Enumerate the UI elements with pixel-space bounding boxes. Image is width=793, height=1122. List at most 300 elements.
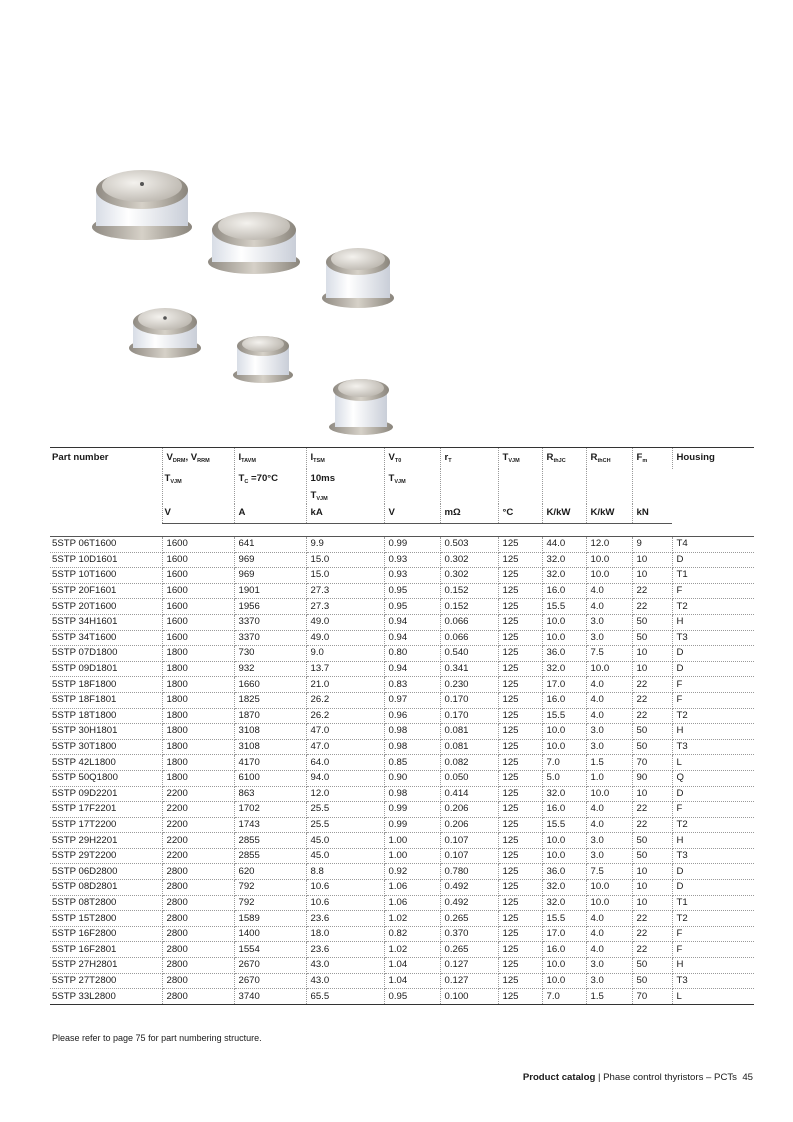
table-cell: 0.265 — [440, 942, 498, 958]
table-cell: 1.0 — [586, 770, 632, 786]
table-cell: 0.83 — [384, 677, 440, 693]
table-cell: 1800 — [162, 692, 234, 708]
table-cell: 22 — [632, 692, 672, 708]
table-cell: 125 — [498, 786, 542, 802]
table-cell: 1800 — [162, 677, 234, 693]
table-cell: 1.06 — [384, 880, 440, 896]
table-cell: H — [672, 724, 754, 740]
part-number-cell: 5STP 20T1600 — [50, 599, 162, 615]
table-cell: 6100 — [234, 770, 306, 786]
table-cell: 44.0 — [542, 537, 586, 553]
table-cell: 125 — [498, 692, 542, 708]
table-cell: 792 — [234, 895, 306, 911]
table-cell: 10.0 — [542, 833, 586, 849]
cond-vdrm: $T_{VJM}$ — [162, 469, 234, 504]
table-row — [50, 677, 754, 693]
table-cell: 15.0 — [306, 552, 384, 568]
table-cell: 45.0 — [306, 848, 384, 864]
table-cell: 3370 — [234, 630, 306, 646]
table-cell: 0.170 — [440, 708, 498, 724]
part-number-cell: 5STP 18T1800 — [50, 708, 162, 724]
table-cell: 10.0 — [542, 630, 586, 646]
table-cell: 0.82 — [384, 926, 440, 942]
table-cell: 50 — [632, 833, 672, 849]
table-cell: H — [672, 614, 754, 630]
header-vdrm: $V_{DRM}$, $V_{RRM}$ — [162, 448, 234, 470]
table-cell: 27.3 — [306, 583, 384, 599]
table-cell: 0.066 — [440, 614, 498, 630]
table-cell: T2 — [672, 911, 754, 927]
table-cell: 125 — [498, 817, 542, 833]
table-cell: 125 — [498, 708, 542, 724]
part-number-cell: 5STP 08D2801 — [50, 880, 162, 896]
table-cell: 32.0 — [542, 895, 586, 911]
table-cell: 0.082 — [440, 755, 498, 771]
header-rt: $r_T$ — [440, 448, 498, 470]
table-cell: 94.0 — [306, 770, 384, 786]
table-cell: 3370 — [234, 614, 306, 630]
table-cell: 2855 — [234, 848, 306, 864]
table-cell: 0.230 — [440, 677, 498, 693]
table-cell: 22 — [632, 911, 672, 927]
part-number-cell: 5STP 16F2800 — [50, 926, 162, 942]
table-cell: 50 — [632, 848, 672, 864]
table-cell: 125 — [498, 942, 542, 958]
table-cell: 10.0 — [586, 661, 632, 677]
table-cell: 10 — [632, 552, 672, 568]
table-cell: 10.0 — [542, 739, 586, 755]
table-cell: 10 — [632, 646, 672, 662]
page-number: 45 — [742, 1072, 753, 1083]
thyristor-devices-photo — [70, 150, 430, 440]
part-number-cell: 5STP 10D1601 — [50, 552, 162, 568]
table-cell: 863 — [234, 786, 306, 802]
table-cell: 22 — [632, 708, 672, 724]
table-cell: 3.0 — [586, 739, 632, 755]
table-cell: 1956 — [234, 599, 306, 615]
table-cell: 0.80 — [384, 646, 440, 662]
table-cell: 2800 — [162, 895, 234, 911]
table-cell: 125 — [498, 864, 542, 880]
table-row — [50, 661, 754, 677]
table-row — [50, 973, 754, 989]
table-cell: 50 — [632, 973, 672, 989]
table-cell: 125 — [498, 926, 542, 942]
table-cell: 3.0 — [586, 614, 632, 630]
table-cell: 70 — [632, 755, 672, 771]
table-cell: 1702 — [234, 802, 306, 818]
table-cell: 7.0 — [542, 755, 586, 771]
table-cell: 0.93 — [384, 552, 440, 568]
table-cell: 22 — [632, 677, 672, 693]
table-cell: 0.127 — [440, 958, 498, 974]
table-cell: 0.780 — [440, 864, 498, 880]
table-cell: 50 — [632, 630, 672, 646]
table-cell: 1.5 — [586, 989, 632, 1005]
part-number-cell: 5STP 10T1600 — [50, 568, 162, 584]
table-cell: 0.503 — [440, 537, 498, 553]
table-cell: 22 — [632, 802, 672, 818]
table-cell: 0.492 — [440, 895, 498, 911]
part-number-cell: 5STP 17T2200 — [50, 817, 162, 833]
table-cell: 4.0 — [586, 583, 632, 599]
table-cell: 23.6 — [306, 911, 384, 927]
table-cell: 47.0 — [306, 739, 384, 755]
table-cell: 17.0 — [542, 926, 586, 942]
table-cell: 49.0 — [306, 614, 384, 630]
table-cell: 0.94 — [384, 614, 440, 630]
table-cell: 26.2 — [306, 708, 384, 724]
table-cell: 0.100 — [440, 989, 498, 1005]
table-cell: 0.341 — [440, 661, 498, 677]
table-cell: 0.95 — [384, 989, 440, 1005]
table-cell: 22 — [632, 817, 672, 833]
table-cell: 969 — [234, 552, 306, 568]
table-row — [50, 724, 754, 740]
table-cell: 792 — [234, 880, 306, 896]
header-itavm: $I_{TAVM}$ — [234, 448, 306, 470]
spacer-row — [50, 524, 754, 537]
table-row — [50, 864, 754, 880]
table-cell: 641 — [234, 537, 306, 553]
table-cell: 10.0 — [542, 958, 586, 974]
unit-cell: V — [384, 504, 440, 524]
table-cell: 10.0 — [542, 614, 586, 630]
table-row — [50, 942, 754, 958]
table-cell: 15.5 — [542, 911, 586, 927]
table-cell: 10 — [632, 895, 672, 911]
header-rthjc: $R_{thJC}$ — [542, 448, 586, 470]
table-cell: 32.0 — [542, 661, 586, 677]
table-cell: 22 — [632, 926, 672, 942]
table-cell: T3 — [672, 848, 754, 864]
table-cell: 50 — [632, 614, 672, 630]
table-cell: 10 — [632, 568, 672, 584]
table-cell: D — [672, 552, 754, 568]
table-cell: 125 — [498, 739, 542, 755]
table-cell: 1800 — [162, 770, 234, 786]
table-cell: 3108 — [234, 724, 306, 740]
table-cell: 125 — [498, 661, 542, 677]
table-cell: 10 — [632, 864, 672, 880]
table-cell: 12.0 — [306, 786, 384, 802]
part-number-cell: 5STP 34T1600 — [50, 630, 162, 646]
table-cell: 32.0 — [542, 786, 586, 802]
part-number-cell: 5STP 27H2801 — [50, 958, 162, 974]
table-cell: T3 — [672, 739, 754, 755]
table-cell: 1554 — [234, 942, 306, 958]
table-cell: 125 — [498, 646, 542, 662]
table-row — [50, 958, 754, 974]
table-cell: L — [672, 989, 754, 1005]
table-cell: 0.94 — [384, 630, 440, 646]
table-cell: F — [672, 942, 754, 958]
table-cell: 70 — [632, 989, 672, 1005]
table-cell: 0.96 — [384, 708, 440, 724]
table-cell: 23.6 — [306, 942, 384, 958]
table-cell: F — [672, 692, 754, 708]
table-cell: 2800 — [162, 926, 234, 942]
table-cell: 2670 — [234, 958, 306, 974]
table-cell: F — [672, 802, 754, 818]
table-cell: 10.6 — [306, 895, 384, 911]
table-cell: 0.206 — [440, 802, 498, 818]
table-cell: 4.0 — [586, 911, 632, 927]
table-cell: 36.0 — [542, 646, 586, 662]
table-cell: 18.0 — [306, 926, 384, 942]
table-cell: 0.540 — [440, 646, 498, 662]
table-row — [50, 739, 754, 755]
table-cell: 730 — [234, 646, 306, 662]
unit-cell: K/kW — [586, 504, 632, 524]
table-body — [50, 524, 754, 1005]
table-cell: 0.302 — [440, 568, 498, 584]
part-number-cell: 5STP 06D2800 — [50, 864, 162, 880]
table-cell: 4.0 — [586, 817, 632, 833]
table-cell: T2 — [672, 599, 754, 615]
table-cell: 1901 — [234, 583, 306, 599]
table-cell: 1825 — [234, 692, 306, 708]
table-row — [50, 568, 754, 584]
table-row — [50, 755, 754, 771]
table-cell: 0.99 — [384, 537, 440, 553]
table-cell: 4.0 — [586, 926, 632, 942]
table-row — [50, 848, 754, 864]
device-2 — [208, 212, 300, 274]
table-cell: F — [672, 677, 754, 693]
part-number-cell: 5STP 06T1600 — [50, 537, 162, 553]
table-cell: 22 — [632, 583, 672, 599]
part-number-cell: 5STP 09D1801 — [50, 661, 162, 677]
header-itsm: $I_{TSM}$ — [306, 448, 384, 470]
device-1 — [92, 170, 192, 240]
device-3 — [322, 248, 394, 308]
table-cell: 1.04 — [384, 973, 440, 989]
table-row — [50, 926, 754, 942]
table-cell: 3.0 — [586, 833, 632, 849]
table-cell: 0.98 — [384, 786, 440, 802]
device-6 — [329, 379, 393, 435]
table-row — [50, 583, 754, 599]
table-cell: 17.0 — [542, 677, 586, 693]
table-cell: 3108 — [234, 739, 306, 755]
table-cell: 9 — [632, 537, 672, 553]
device-5 — [233, 336, 293, 383]
header-part-number: Part number — [50, 448, 162, 524]
table-cell: 10 — [632, 661, 672, 677]
table-cell: 1600 — [162, 552, 234, 568]
part-number-cell: 5STP 07D1800 — [50, 646, 162, 662]
part-number-cell: 5STP 29H2201 — [50, 833, 162, 849]
table-cell: 2200 — [162, 833, 234, 849]
table-cell: 5.0 — [542, 770, 586, 786]
table-cell: 4.0 — [586, 802, 632, 818]
table-cell: 7.5 — [586, 646, 632, 662]
table-cell: 7.5 — [586, 864, 632, 880]
table-cell: 125 — [498, 677, 542, 693]
table-cell: T2 — [672, 817, 754, 833]
table-cell: 2200 — [162, 848, 234, 864]
table-cell: 125 — [498, 724, 542, 740]
table-cell: 125 — [498, 568, 542, 584]
table-cell: 32.0 — [542, 880, 586, 896]
table-cell: 1800 — [162, 708, 234, 724]
table-cell: 125 — [498, 973, 542, 989]
table-cell: T2 — [672, 708, 754, 724]
table-cell: 3.0 — [586, 958, 632, 974]
table-cell: 125 — [498, 802, 542, 818]
table-cell: 125 — [498, 848, 542, 864]
table-cell: 1.06 — [384, 895, 440, 911]
table-cell: 16.0 — [542, 692, 586, 708]
table-cell: 26.2 — [306, 692, 384, 708]
table-cell: T1 — [672, 895, 754, 911]
table-cell: 2200 — [162, 786, 234, 802]
table-row — [50, 630, 754, 646]
table-cell: 16.0 — [542, 583, 586, 599]
table-cell: 15.5 — [542, 708, 586, 724]
table-cell: 4170 — [234, 755, 306, 771]
table-cell: 0.050 — [440, 770, 498, 786]
table-cell: 0.95 — [384, 599, 440, 615]
table-cell: 1800 — [162, 755, 234, 771]
table-row — [50, 708, 754, 724]
header-rthch: $R_{thCH}$ — [586, 448, 632, 470]
table-cell: 10.0 — [586, 880, 632, 896]
table-cell: 10.0 — [586, 895, 632, 911]
table-cell: 1.04 — [384, 958, 440, 974]
unit-cell: kA — [306, 504, 384, 524]
table-cell: 25.5 — [306, 802, 384, 818]
table-cell: 50 — [632, 739, 672, 755]
part-number-cell: 5STP 16F2801 — [50, 942, 162, 958]
table-cell: 7.0 — [542, 989, 586, 1005]
table-cell: 0.206 — [440, 817, 498, 833]
table-cell: 0.302 — [440, 552, 498, 568]
table-cell: L — [672, 755, 754, 771]
table-cell: 1600 — [162, 630, 234, 646]
table-row — [50, 614, 754, 630]
table-cell: T1 — [672, 568, 754, 584]
table-cell: 2855 — [234, 833, 306, 849]
table-cell: 10.0 — [542, 724, 586, 740]
table-cell: 125 — [498, 755, 542, 771]
table-cell: 0.90 — [384, 770, 440, 786]
table-cell: 2200 — [162, 817, 234, 833]
table-row — [50, 646, 754, 662]
table-cell: 10 — [632, 786, 672, 802]
part-number-cell: 5STP 42L1800 — [50, 755, 162, 771]
part-number-cell: 5STP 15T2800 — [50, 911, 162, 927]
part-number-cell: 5STP 29T2200 — [50, 848, 162, 864]
unit-cell: K/kW — [542, 504, 586, 524]
table-cell: 16.0 — [542, 802, 586, 818]
cond-itavm: $T_C =70^\circ C$ — [234, 469, 306, 504]
table-cell: 2800 — [162, 973, 234, 989]
table-cell: 1.00 — [384, 833, 440, 849]
table-cell: 22 — [632, 942, 672, 958]
table-cell: 2800 — [162, 989, 234, 1005]
cond-vt0: $T_{VJM}$ — [384, 469, 440, 504]
table-cell: D — [672, 786, 754, 802]
table-cell: 25.5 — [306, 817, 384, 833]
table-cell: 0.92 — [384, 864, 440, 880]
table-cell: 0.99 — [384, 802, 440, 818]
table-cell: 47.0 — [306, 724, 384, 740]
unit-cell: A — [234, 504, 306, 524]
table-cell: 3.0 — [586, 630, 632, 646]
table-cell: F — [672, 926, 754, 942]
table-cell: 2800 — [162, 880, 234, 896]
table-cell: 1800 — [162, 724, 234, 740]
table-cell: T3 — [672, 973, 754, 989]
table-cell: 32.0 — [542, 552, 586, 568]
unit-cell: V — [162, 504, 234, 524]
header-vt0: $V_{T0}$ — [384, 448, 440, 470]
part-number-cell: 5STP 17F2201 — [50, 802, 162, 818]
table-cell: 3.0 — [586, 973, 632, 989]
table-cell: 43.0 — [306, 973, 384, 989]
table-cell: 21.0 — [306, 677, 384, 693]
part-number-cell: 5STP 34H1601 — [50, 614, 162, 630]
table-cell: 1660 — [234, 677, 306, 693]
unit-cell: kN — [632, 504, 672, 524]
table-cell: 1400 — [234, 926, 306, 942]
table-row — [50, 895, 754, 911]
part-number-cell: 5STP 50Q1800 — [50, 770, 162, 786]
table-row — [50, 786, 754, 802]
part-number-cell: 5STP 18F1800 — [50, 677, 162, 693]
table-cell: T4 — [672, 537, 754, 553]
table-cell: 125 — [498, 630, 542, 646]
table-cell: 125 — [498, 770, 542, 786]
table-row — [50, 817, 754, 833]
table-cell: 3.0 — [586, 724, 632, 740]
table-cell: 0.107 — [440, 833, 498, 849]
table-cell: 125 — [498, 989, 542, 1005]
table-cell: 0.98 — [384, 724, 440, 740]
table-cell: 0.066 — [440, 630, 498, 646]
table-cell: 4.0 — [586, 708, 632, 724]
table-cell: 16.0 — [542, 942, 586, 958]
table-cell: 0.127 — [440, 973, 498, 989]
table-cell: 43.0 — [306, 958, 384, 974]
table-cell: 10.0 — [542, 848, 586, 864]
table-cell: 27.3 — [306, 599, 384, 615]
table-cell: 65.5 — [306, 989, 384, 1005]
table-cell: T3 — [672, 630, 754, 646]
table-cell: 10.0 — [586, 552, 632, 568]
table-cell: 1600 — [162, 537, 234, 553]
table-cell: 10.0 — [586, 568, 632, 584]
part-number-cell: 5STP 27T2800 — [50, 973, 162, 989]
table-cell: 125 — [498, 583, 542, 599]
table-row — [50, 552, 754, 568]
footer-section: Phase control thyristors – PCTs — [603, 1072, 737, 1083]
footer-separator: | — [595, 1072, 604, 1083]
table-cell: 932 — [234, 661, 306, 677]
table-cell: 0.97 — [384, 692, 440, 708]
table-cell: 15.5 — [542, 817, 586, 833]
table-cell: H — [672, 958, 754, 974]
table-cell: 10.0 — [586, 786, 632, 802]
table-cell: 0.265 — [440, 911, 498, 927]
header-housing: Housing — [672, 448, 754, 524]
table-cell: 1600 — [162, 583, 234, 599]
table-cell: 22 — [632, 599, 672, 615]
table-cell: 2200 — [162, 802, 234, 818]
table-cell: 2800 — [162, 864, 234, 880]
